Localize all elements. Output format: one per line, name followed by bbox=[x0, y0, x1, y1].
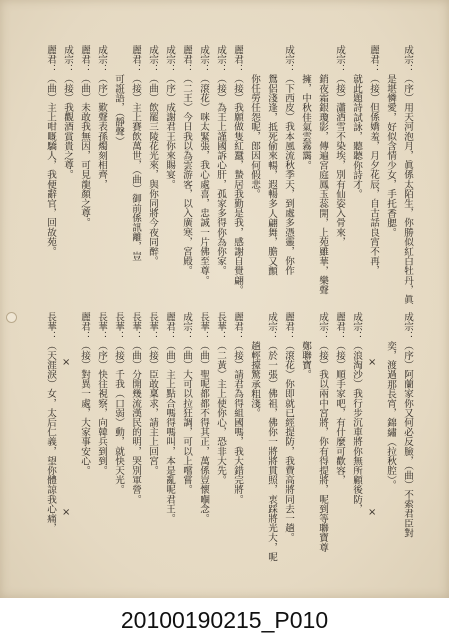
script-line-continuation: 就此題詩試詠，聽聽你詩才。 bbox=[351, 74, 362, 199]
script-line-continuation: 鄭聯寶。 bbox=[300, 341, 311, 380]
script-line: 成宗：（接）我觀酒賞貴之尊。 bbox=[62, 45, 73, 180]
script-line-continuation: 是堪憐愛，好似含情少女，手托香腮。 bbox=[385, 74, 396, 238]
script-line: 成宗：（接）為王上謹國訴心肝，孤家多得你為你家。 bbox=[215, 45, 226, 276]
script-line: 麗君：（滾花）你即就已經提防，我費高將同去一趟。 bbox=[283, 312, 294, 543]
script-line-continuation: 你任勞任怨呢，郎因何假悲。 bbox=[249, 74, 260, 199]
image-id-caption: 20100190215_P010 bbox=[120, 607, 329, 633]
script-line: 長華：（序）快往視察，向韓兵到到。 bbox=[96, 312, 107, 476]
script-line: 成宗：（序）成謝君王你來賜宴。 bbox=[164, 45, 175, 189]
script-line: 成宗：（浪淘沙）我行步沉車將你無所顧後防， bbox=[351, 312, 362, 514]
script-line: 麗君：（二王）今日我以為雲游客，以入廣寒，宮殿。 bbox=[181, 45, 192, 276]
script-line: 成宗：（曲）大可以拉狂調，可以上嚐嘗。 bbox=[181, 312, 192, 495]
separator-mark: × bbox=[62, 357, 71, 368]
script-line: 長華：（曲）聖呢都都不得其正，萬係豈懷嗰念。 bbox=[198, 312, 209, 524]
script-line: 長華：（接）千我（口弱）動，就快天光。 bbox=[113, 312, 124, 495]
script-line: 麗君：（接）請君為得組國嗎，我大錯完將。 bbox=[232, 312, 243, 504]
script-line: 麗君：（接）順手家吧，有什麼可歡容， bbox=[334, 312, 345, 485]
script-line-continuation: 趟輕擡驚承粗淺。 bbox=[249, 341, 260, 418]
script-line: 成宗：（下西皮）我本風流秋季天，到處多憑靈，你作 bbox=[283, 45, 294, 276]
script-line: 麗君：（接）主上賽飲萬世，（曲）御前係訊離，豈 bbox=[130, 45, 141, 261]
script-line: 成宗：（序）用天河泡月，眞係太陌生，你勝似紅白牡丹，眞 bbox=[402, 45, 413, 305]
script-line: 麗君：（接）但係嬌羞，月夕花辰，自古話良宵不再， bbox=[368, 45, 379, 276]
separator-column bbox=[365, 312, 382, 574]
script-line: 成宗：（於一張）佛祖，佛你一將將貫照，衷踩將光大，呢 bbox=[266, 312, 277, 562]
script-line-continuation: 鴛侶淺逢，抵死偷來暢，遐暢多人翩舞，膽又顫 bbox=[266, 74, 277, 276]
script-line: 長華：（二黃）主上使你心，恐非大先。 bbox=[215, 312, 226, 485]
script-line-continuation: 奕，渡過那長宵，錦繡（拉秋腔）。 bbox=[385, 341, 396, 490]
script-line: 麗君：（曲）未敢我無因，可見龍顏之尊。 bbox=[79, 45, 90, 228]
script-line-continuation: 擁，中秋佳氣雲霧靄。 bbox=[300, 74, 311, 170]
script-line-continuation: 銷夜霜銀瓊影，傳遍宮庭鳳玉蕊開，上苑雖華，樂聲 bbox=[317, 74, 328, 295]
script-line-continuation: 可誑語，（靜聲） bbox=[113, 74, 124, 146]
script-line: 成宗：（序）歎聲表孫燭刻相齊， bbox=[96, 45, 107, 189]
script-line: 成宗：（序）阿蘭家你又何必反臉，（曲）不索君臣對 bbox=[402, 312, 413, 538]
script-line: 成宗：（曲）飲罷三陵花光來，與你同將今夜同醉。 bbox=[147, 45, 158, 266]
script-line: 麗君：（接）我願做隻紅蠶，蟄居我勤是我，感謝自覺翩。 bbox=[232, 45, 243, 295]
script-line: 成宗：（接）我以兩中宮將，你有得提將，呢到等聯寶尊 bbox=[317, 312, 328, 552]
script-line: 長華：（天涯淚）女，太后仁義，望你體諒我心痛， bbox=[45, 312, 56, 533]
script-line: 長華：（接）臣敢稟求，請主上回宮。 bbox=[147, 312, 158, 476]
script-line: 麗君：（曲）主上咁嘅驕人，我便辭官，回故苑。 bbox=[45, 45, 56, 257]
script-bottom-half bbox=[42, 312, 416, 574]
script-top-half bbox=[42, 45, 416, 307]
script-line: 成宗：（滾花）咪太緊張，我心處喜，忠誠一片佛至尊。 bbox=[198, 45, 209, 285]
separator-mark: × bbox=[62, 507, 71, 518]
script-line: 麗君：（接）對異一處，大家事安心。 bbox=[79, 312, 90, 476]
separator-mark: × bbox=[368, 357, 377, 368]
separator-column bbox=[59, 312, 76, 574]
script-line: 長華：（曲）分開幾流漢民的明，哭別軍營。 bbox=[130, 312, 141, 504]
script-line: 麗君：（曲）主上點合嗎得嗎叫，本是亂呢君王。 bbox=[164, 312, 175, 524]
script-line: 成宗：（接）瀟洒雪不染埃，別有仙姿入骨來， bbox=[334, 45, 345, 247]
separator-mark: × bbox=[368, 507, 377, 518]
binding-hole bbox=[6, 312, 17, 323]
